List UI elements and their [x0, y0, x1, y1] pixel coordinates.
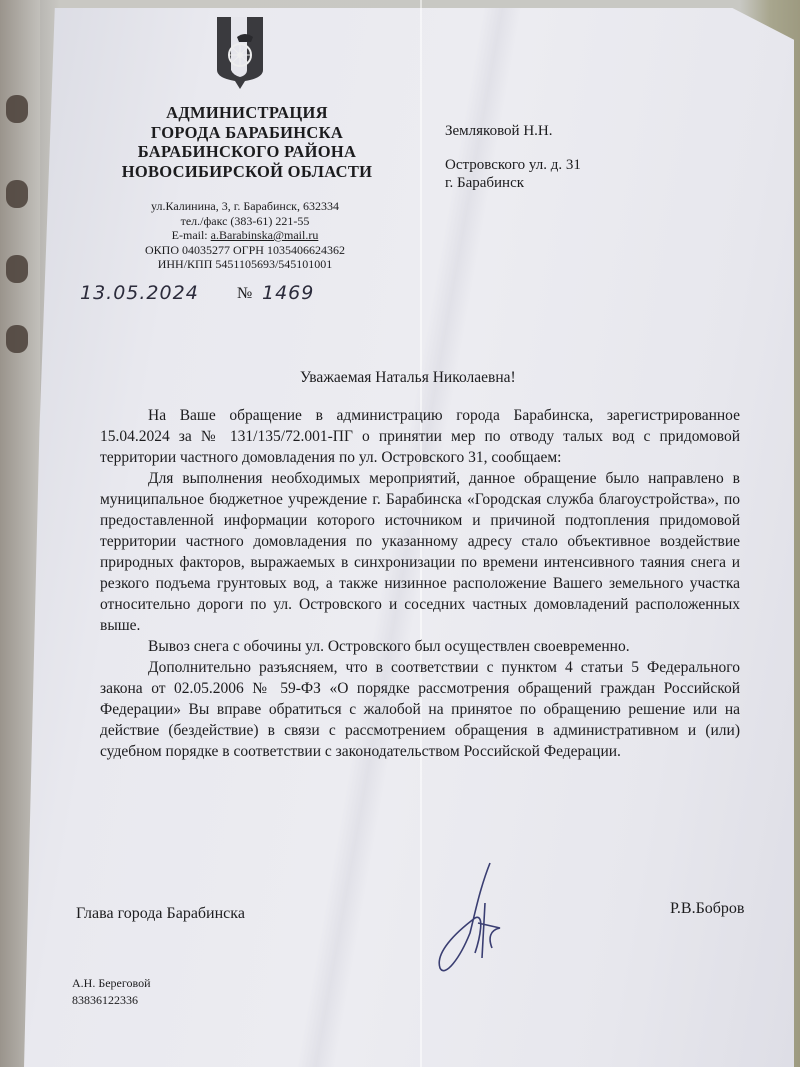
org-email-line — [115, 228, 375, 243]
org-address: ул.Калинина, 3, г. Барабинск, 632334 — [151, 199, 339, 213]
registration-number: 1469 — [262, 282, 315, 304]
email-label: E-mail: — [171, 228, 211, 242]
org-email-link[interactable]: a.Barabinska@mail.ru — [210, 228, 319, 242]
signatory-title: Глава города Барабинска — [76, 905, 245, 922]
letter-body — [100, 405, 740, 762]
coat-of-arms-icon — [215, 15, 265, 90]
body-paragraph: Для выполнения необходимых мероприятий, данное обращение было направлено в муниципальное бюджетное учреждение г. Барабинска «Городская служба благоустройства», по предоставленной информации которого источником и причиной подтопления придомовой территории частного домовладения по указанному адресу стало объективное воздействие природных факторов, выражаемых в синхронизации по времени интенсивного таяния снега и резкого подъема грунтовых вод, а также низинное расположение Вашего земельного участка относительно дороги по ул. Островского и соседних частных домовладений расположенных выше. — [100, 470, 740, 634]
organization-name — [112, 103, 382, 181]
binder-hole — [6, 325, 28, 353]
org-inn-kpp: ИНН/КПП 5451105693/545101001 — [157, 257, 333, 271]
handwritten-signature-icon — [430, 858, 540, 988]
body-paragraph: Дополнительно разъясняем, что в соответствии с пунктом 4 статьи 5 Федерального закона от 02.05.2006 № 59-ФЗ «О порядке рассмотрения обращений граждан Российской Федерации» Вы вправе обратиться с жалобой на принятое по обращению решение или на действие (бездействие) в связи с рассмотрением обращения в административном и (или) судебном порядке в соответствии с законодательством Российской Федерации. — [100, 659, 740, 760]
recipient-street: Островского ул. д. 31 — [445, 157, 581, 173]
executor-name: А.Н. Береговой — [72, 976, 151, 990]
org-line: ГОРОДА БАРАБИНСКА — [150, 122, 344, 142]
org-line: БАРАБИНСКОГО РАЙОНА — [137, 142, 357, 161]
recipient-city: г. Барабинск — [445, 175, 525, 191]
executor-block — [72, 975, 151, 1009]
signatory-name: Р.В.Бобров — [670, 900, 745, 917]
org-line: НОВОСИБИРСКОЙ ОБЛАСТИ — [121, 161, 373, 181]
binder-hole — [6, 255, 28, 283]
body-paragraph: Вывоз снега с обочины ул. Островского был осуществлен своевременно. — [148, 638, 630, 655]
org-contacts — [115, 199, 375, 272]
executor-phone: 83836122336 — [72, 993, 138, 1007]
binder-hole — [6, 180, 28, 208]
org-okpo-ogrn: ОКПО 04035277 ОГРН 1035406624362 — [145, 242, 345, 257]
org-line: АДМИНИСТРАЦИЯ — [166, 103, 328, 122]
binder-hole — [6, 95, 28, 123]
org-phone: тел./факс (383-61) 221-55 — [180, 213, 310, 228]
recipient-block — [445, 122, 581, 192]
registration-date: 13.05.2024 — [80, 282, 199, 304]
registration-number-label: № — [237, 285, 253, 302]
salutation: Уважаемая Наталья Николаевна! — [300, 369, 516, 386]
body-paragraph: На Ваше обращение в администрацию города Барабинска, зарегистрированное 15.04.2024 за № 131/135/72.001-ПГ о принятии мер по отводу талых вод с придомовой территории частного домовладения по ул. Островского 31, сообщаем: — [100, 407, 740, 466]
recipient-name: Земляковой Н.Н. — [445, 123, 553, 139]
